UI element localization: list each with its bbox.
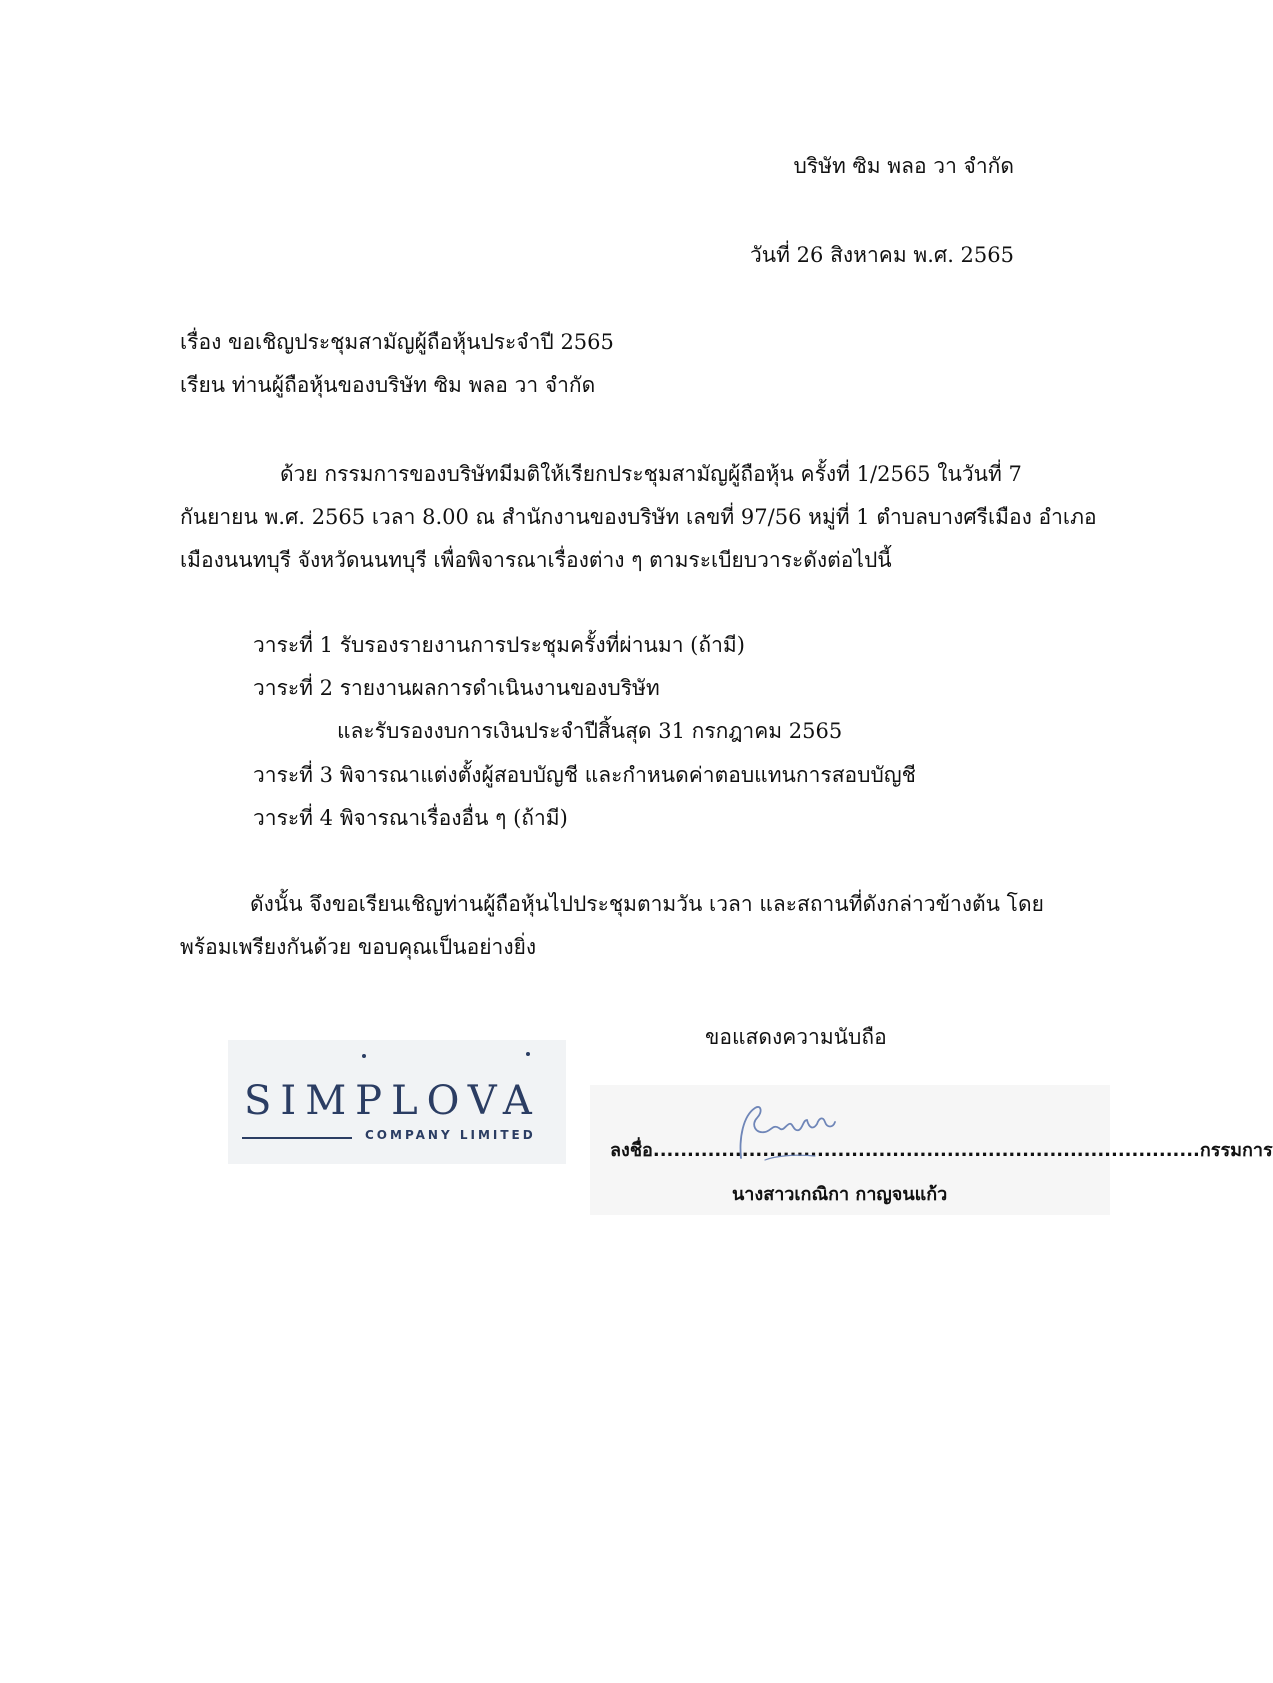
closing-line-2: พร้อมเพรียงกันด้วย ขอบคุณเป็นอย่างยิ่ง (180, 935, 537, 959)
logo-rule (242, 1137, 352, 1139)
agenda-item-1: วาระที่ 1 รับรองรายงานการประชุมครั้งที่ผ่านมา (ถ้ามี) (253, 633, 745, 657)
signature-line (610, 1136, 1273, 1166)
agenda-item-4: วาระที่ 4 พิจารณาเรื่องอื่น ๆ (ถ้ามี) (253, 806, 568, 830)
letter-subject: เรื่อง ขอเชิญประชุมสามัญผู้ถือหุ้นประจำปี 2565 (180, 330, 614, 354)
company-logo (228, 1040, 566, 1164)
intro-line-3: เมืองนนทบุรี จังหวัดนนทบุรี เพื่อพิจารณาเรื่องต่าง ๆ ตามระเบียบวาระดังต่อไปนี้ (180, 548, 892, 572)
closing-line-1: ดังนั้น จึงขอเรียนเชิญท่านผู้ถือหุ้นไปประชุมตามวัน เวลา และสถานที่ดังกล่าวข้างต้น โดย (250, 892, 1044, 916)
letter-date: วันที่ 26 สิงหาคม พ.ศ. 2565 (750, 243, 1014, 267)
handwritten-signature (735, 1098, 855, 1168)
signer-role: กรรมการ (1199, 1140, 1273, 1161)
agenda-item-2-continued: และรับรองงบการเงินประจำปีสิ้นสุด 31 กรกฎาคม 2565 (337, 719, 843, 743)
agenda-item-2: วาระที่ 2 รายงานผลการดำเนินงานของบริษัท (253, 676, 660, 700)
intro-line-1: ด้วย กรรมการของบริษัทมีมติให้เรียกประชุมสามัญผู้ถือหุ้น ครั้งที่ 1/2565 ในวันที่ 7 (280, 462, 1022, 486)
sign-dots: ................................................................................ (652, 1140, 1200, 1161)
regards-text: ขอแสดงความนับถือ (705, 1025, 887, 1049)
letter-recipient: เรียน ท่านผู้ถือหุ้นของบริษัท ซิม พลอ วา จำกัด (180, 373, 596, 397)
intro-line-2: กันยายน พ.ศ. 2565 เวลา 8.00 ณ สำนักงานของบริษัท เลขที่ 97/56 หมู่ที่ 1 ตำบลบางศรีเมือง อำเภอ (180, 505, 1097, 529)
sign-label: ลงชื่อ (610, 1140, 653, 1161)
logo-dot (526, 1052, 530, 1056)
logo-dot (362, 1054, 366, 1058)
company-name: บริษัท ซิม พลอ วา จำกัด (793, 154, 1014, 178)
logo-subtitle: COMPANY LIMITED (365, 1128, 536, 1142)
signer-name: นางสาวเกณิกา กาญจนแก้ว (732, 1184, 948, 1205)
logo-wordmark: SIMPLOVA (244, 1078, 541, 1124)
agenda-item-3: วาระที่ 3 พิจารณาแต่งตั้งผู้สอบบัญชี และกำหนดค่าตอบแทนการสอบบัญชี (253, 763, 916, 787)
